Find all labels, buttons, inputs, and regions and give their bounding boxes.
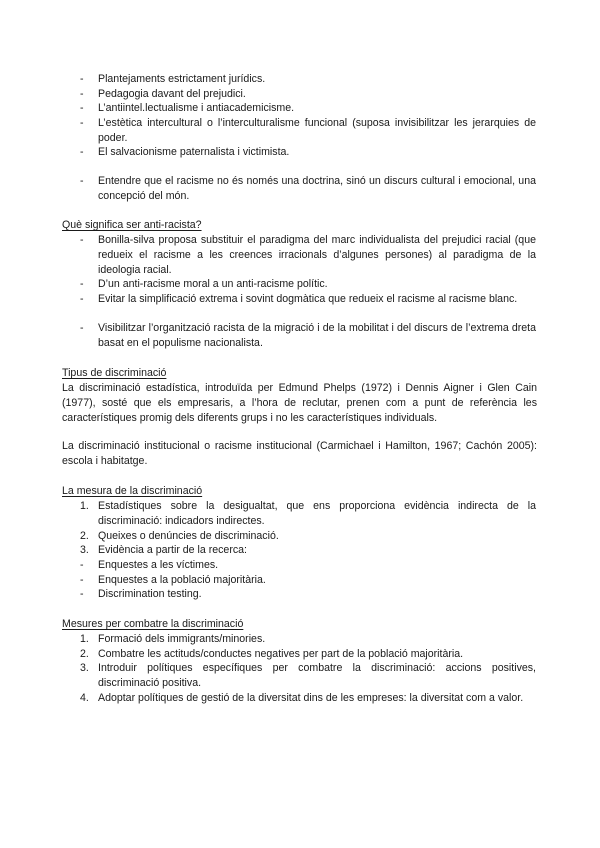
list-item [80, 72, 536, 87]
numbered-item-text: Adoptar polítiques de gestió de la diversitat dins de les empreses: la diversitat com a valor. [98, 692, 524, 704]
bullet-dash: - [80, 88, 84, 100]
list-item-text: Evitar la simplificació extrema i sovint dogmàtica que redueix el racisme al racisme blanc. [98, 293, 518, 305]
bullet-dash: - [80, 559, 84, 571]
numbered-item [80, 661, 536, 691]
numbered-item-text: Estadístiques sobre la desigualtat, que ens proporciona evidència indirecta de la discriminació: indicadors indirectes. [98, 500, 536, 527]
list-item-text: Plantejaments estrictament jurídics. [98, 73, 266, 85]
numbered-item-text: Queixes o denúncies de discriminació. [98, 530, 279, 542]
bullet-dash: - [80, 102, 84, 114]
numbered-item-text: Formació dels immigrants/minories. [98, 633, 266, 645]
numbered-item [80, 499, 536, 529]
numbered-item-text: Combatre les actituds/conductes negatives per part de la població majoritària. [98, 648, 464, 660]
list-item [80, 116, 536, 146]
numbered-item-text: Introduir polítiques específiques per combatre la discriminació: accions positives, discriminació positiva. [98, 662, 536, 689]
numbered-item-text: Evidència a partir de la recerca: [98, 544, 247, 556]
list-item-text: Entendre que el racisme no és només una doctrina, sinó un discurs cultural i emocional, una concepció del món. [98, 175, 536, 202]
paragraph-statistical-discrimination: La discriminació estadística, introduïda per Edmund Phelps (1972) i Dennis Aigner i Glen Cain (1977), sosté que els empresaris, a l’hora de reclutar, prenen com a punt de referència les característiques promig dels diferents grups i no les característiques individuals. [62, 382, 537, 424]
list-item [80, 101, 536, 116]
list-item [80, 174, 536, 204]
number-marker: 1. [80, 633, 89, 645]
list-item-text: Enquestes a les víctimes. [98, 559, 219, 571]
list-item-text: Visibilitzar l’organització racista de la migració i de la mobilitat i del discurs de l’extrema dreta basat en el populisme nacionalista. [98, 322, 536, 349]
bullet-dash: - [80, 293, 84, 305]
list-item-text: El salvacionisme paternalista i victimista. [98, 146, 290, 158]
bullet-dash: - [80, 278, 84, 290]
list-item [80, 277, 536, 292]
list-item-text: L’estètica intercultural o l’interculturalisme funcional (suposa invisibilitzar les jerarquies de poder. [98, 117, 536, 144]
list-item [80, 233, 536, 278]
number-marker: 2. [80, 530, 89, 542]
numbered-item [80, 632, 536, 647]
list-item-text: Discrimination testing. [98, 588, 202, 600]
section-heading-combat: Mesures per combatre la discriminació [62, 618, 244, 630]
list-item [80, 292, 536, 307]
list-item-text: Pedagogia davant del prejudici. [98, 88, 246, 100]
numbered-item [80, 543, 536, 558]
section-heading-measure: La mesura de la discriminació [62, 485, 203, 497]
section-heading-types: Tipus de discriminació [62, 367, 167, 379]
list-item-text: L’antiintel.lectualisme i antiacademicisme. [98, 102, 295, 114]
bullet-dash: - [80, 117, 84, 129]
bullet-dash: - [80, 175, 84, 187]
bullet-dash: - [80, 574, 84, 586]
number-marker: 3. [80, 662, 89, 674]
number-marker: 4. [80, 692, 89, 704]
paragraph-institutional-discrimination: La discriminació institucional o racisme institucional (Carmichael i Hamilton, 1967; Cachón 2005): escola i habitatge. [62, 440, 537, 467]
list-item [80, 573, 536, 588]
list-item-text: Bonilla-silva proposa substituir el paradigma del marc individualista del prejudici racial (que redueix el racisme a les creences irracionals d’algunes persones) al paradigma de la ideologia racial. [98, 234, 536, 276]
bullet-dash: - [80, 73, 84, 85]
numbered-item [80, 647, 536, 662]
bullet-dash: - [80, 146, 84, 158]
numbered-item [80, 529, 536, 544]
bullet-dash: - [80, 322, 84, 334]
list-item-text: D’un anti-racisme moral a un anti-racisme polític. [98, 278, 328, 290]
list-item [80, 145, 536, 160]
list-item-text: Enquestes a la població majoritària. [98, 574, 266, 586]
list-item [80, 558, 536, 573]
bullet-dash: - [80, 588, 84, 600]
number-marker: 1. [80, 500, 89, 512]
numbered-item [80, 691, 536, 706]
list-item [80, 321, 536, 351]
section-heading-antiracist: Què significa ser anti-racista? [62, 219, 202, 231]
list-item [80, 587, 536, 602]
number-marker: 2. [80, 648, 89, 660]
bullet-dash: - [80, 234, 84, 246]
list-item [80, 87, 536, 102]
number-marker: 3. [80, 544, 89, 556]
